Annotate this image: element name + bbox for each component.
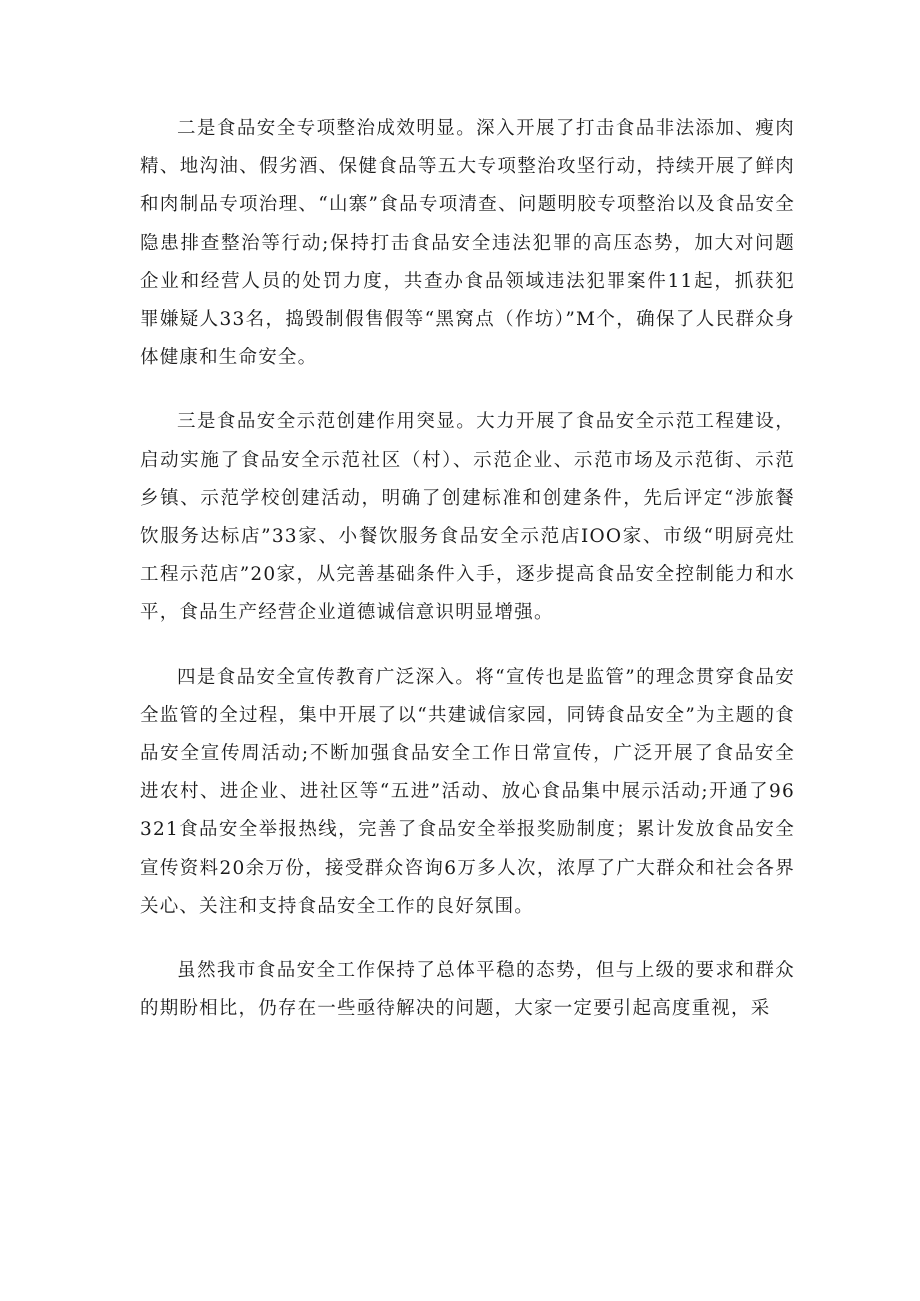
- document-body: [140, 110, 795, 1054]
- paragraph-food-safety-publicity: 四是食品安全宣传教育广泛深入。将“宣传也是监管”的理念贯穿食品安全监管的全过程，集中开展了以“共建诚信家园，同铸食品安全”为主题的食品安全宣传周活动;不断加强食品安全工作日常宣传，广泛开展了食品安全进农村、进企业、进社区等“五进”活动、放心食品集中展示活动;开通了96321食品安全举报热线，完善了食品安全举报奖励制度；累计发放食品安全宣传资料20余万份，接受群众咨询6万多人次，浓厚了广大群众和社会各界关心、关注和支持食品安全工作的良好氛围。: [140, 666, 795, 917]
- paragraph-food-safety-demonstration: 三是食品安全示范创建作用突显。大力开展了食品安全示范工程建设，启动实施了食品安全示范社区（村）、示范企业、示范市场及示范街、示范乡镇、示范学校创建活动，明确了创建标准和创建条件，先后评定“涉旅餐饮服务达标店”33家、小餐饮服务食品安全示范店IOO家、市级“明厨亮灶工程示范店”20家，从完善基础条件入手，逐步提高食品安全控制能力和水平，食品生产经营企业道德诚信意识明显增强。: [140, 411, 795, 624]
- paragraph-existing-problems: 虽然我市食品安全工作保持了总体平稳的态势，但与上级的要求和群众的期盼相比，仍存在一些亟待解决的问题，大家一定要引起高度重视，采: [140, 960, 795, 1020]
- paragraph-food-safety-rectification: 二是食品安全专项整治成效明显。深入开展了打击食品非法添加、瘦肉精、地沟油、假劣酒、保健食品等五大专项整治攻坚行动，持续开展了鲜肉和肉制品专项治理、“山寨”食品专项清查、问题明胶专项整治以及食品安全隐患排查整治等行动;保持打击食品安全违法犯罪的高压态势，加大对问题企业和经营人员的处罚力度，共查办食品领域违法犯罪案件11起，抓获犯罪嫌疑人33名，捣毁制假售假等“黑窝点（作坊）”M个，确保了人民群众身体健康和生命安全。: [140, 118, 795, 369]
